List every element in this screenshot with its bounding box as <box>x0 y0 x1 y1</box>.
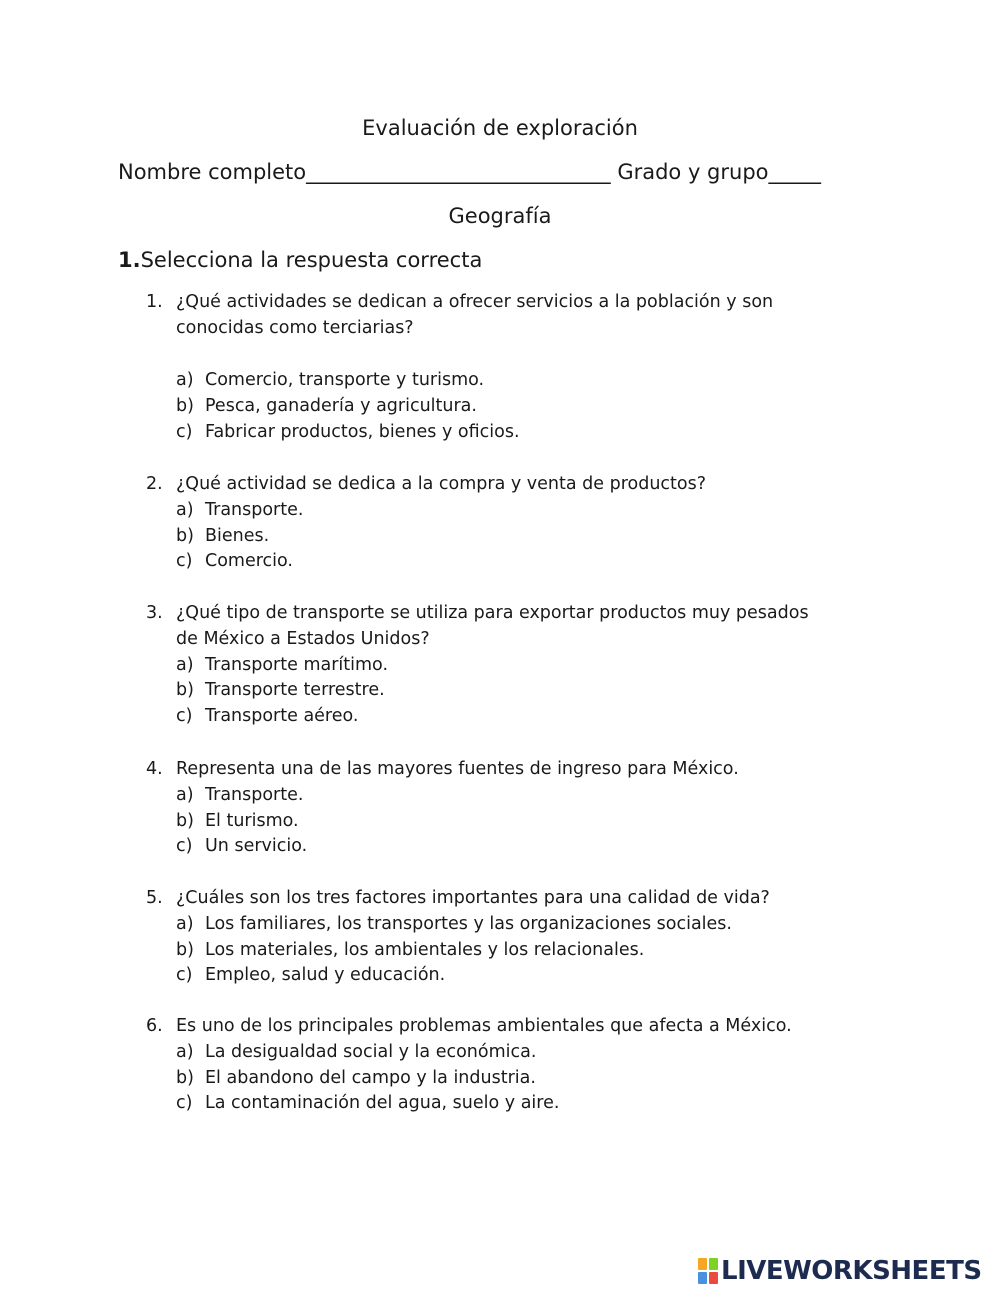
option-letter[interactable]: b) <box>176 810 194 831</box>
answer-option[interactable]: Los materiales, los ambientales y los relacionales. <box>205 939 645 960</box>
answer-option[interactable]: El abandono del campo y la industria. <box>205 1067 536 1088</box>
option-letter[interactable]: c) <box>176 836 193 857</box>
question-text: ¿Cuáles son los tres factores importantes para una calidad de vida? <box>176 888 770 908</box>
option-letter[interactable]: a) <box>176 499 194 520</box>
option-letter[interactable]: b) <box>176 939 194 960</box>
logo-block <box>698 1272 707 1284</box>
question-text: ¿Qué actividad se dedica a la compra y venta de productos? <box>176 474 707 494</box>
answer-option[interactable]: Un servicio. <box>205 836 308 857</box>
option-letter[interactable]: a) <box>176 654 194 675</box>
section-instruction <box>118 248 482 272</box>
logo-text: LIVEWORKSHEETS <box>721 1256 982 1286</box>
option-letter[interactable]: b) <box>176 680 194 701</box>
name-grade-row <box>118 160 821 184</box>
question-text: conocidas como terciarias? <box>176 317 414 338</box>
question-number: 3. <box>146 603 163 623</box>
answer-option[interactable]: Empleo, salud y educación. <box>205 965 446 986</box>
option-letter[interactable]: c) <box>176 421 193 442</box>
question-number: 4. <box>146 759 163 779</box>
section-number: 1. <box>118 248 141 272</box>
answer-option[interactable]: Transporte. <box>205 499 304 520</box>
logo-block <box>709 1272 718 1284</box>
answer-option[interactable]: El turismo. <box>205 810 299 831</box>
question-number: 2. <box>146 474 163 494</box>
question-text: Representa una de las mayores fuentes de ingreso para México. <box>176 759 739 779</box>
question-text: ¿Qué tipo de transporte se utiliza para exportar productos muy pesados <box>176 603 809 623</box>
question-text: de México a Estados Unidos? <box>176 628 430 649</box>
option-letter[interactable]: b) <box>176 395 194 416</box>
option-letter[interactable]: c) <box>176 965 193 986</box>
option-letter[interactable]: a) <box>176 370 194 390</box>
option-letter[interactable]: c) <box>176 551 193 572</box>
logo-block <box>698 1258 707 1270</box>
answer-option[interactable]: Bienes. <box>205 525 270 546</box>
answer-option[interactable]: Pesca, ganadería y agricultura. <box>205 395 477 416</box>
answer-option[interactable]: Comercio, transporte y turismo. <box>205 370 485 390</box>
answer-option[interactable]: La contaminación del agua, suelo y aire. <box>205 1093 560 1114</box>
question-text: Es uno de los principales problemas ambientales que afecta a México. <box>176 1016 792 1036</box>
subject-title: Geografía <box>448 204 552 228</box>
answer-option[interactable]: Transporte terrestre. <box>205 680 385 701</box>
answer-option[interactable]: Comercio. <box>205 551 293 572</box>
answer-option[interactable]: Los familiares, los transportes y las organizaciones sociales. <box>205 913 732 934</box>
question-number: 5. <box>146 888 163 908</box>
page-title: Evaluación de exploración <box>362 116 638 140</box>
liveworksheets-logo <box>698 1256 982 1286</box>
option-letter[interactable]: b) <box>176 1067 194 1088</box>
option-letter[interactable]: a) <box>176 1041 194 1062</box>
name-blank[interactable]: _____________________________ <box>306 160 611 184</box>
option-letter[interactable]: b) <box>176 525 194 546</box>
option-letter[interactable]: c) <box>176 706 193 727</box>
grade-label: Grado y grupo <box>617 160 769 184</box>
question-number: 6. <box>146 1016 163 1036</box>
answer-option[interactable]: Transporte marítimo. <box>205 654 389 675</box>
grade-blank[interactable]: _____ <box>768 160 822 184</box>
logo-icon <box>698 1258 718 1284</box>
section-text: Selecciona la respuesta correcta <box>140 248 483 272</box>
answer-option[interactable]: Transporte. <box>205 784 304 805</box>
answer-option[interactable]: La desigualdad social y la económica. <box>205 1041 537 1062</box>
question-number: 1. <box>146 292 163 312</box>
option-letter[interactable]: a) <box>176 784 194 805</box>
option-letter[interactable]: a) <box>176 913 194 934</box>
answer-option[interactable]: Transporte aéreo. <box>205 706 359 727</box>
option-letter[interactable]: c) <box>176 1093 193 1114</box>
logo-block <box>709 1258 718 1270</box>
name-label: Nombre completo <box>118 160 307 184</box>
answer-option[interactable]: Fabricar productos, bienes y oficios. <box>205 421 520 442</box>
question-text: ¿Qué actividades se dedican a ofrecer servicios a la población y son <box>176 292 774 312</box>
